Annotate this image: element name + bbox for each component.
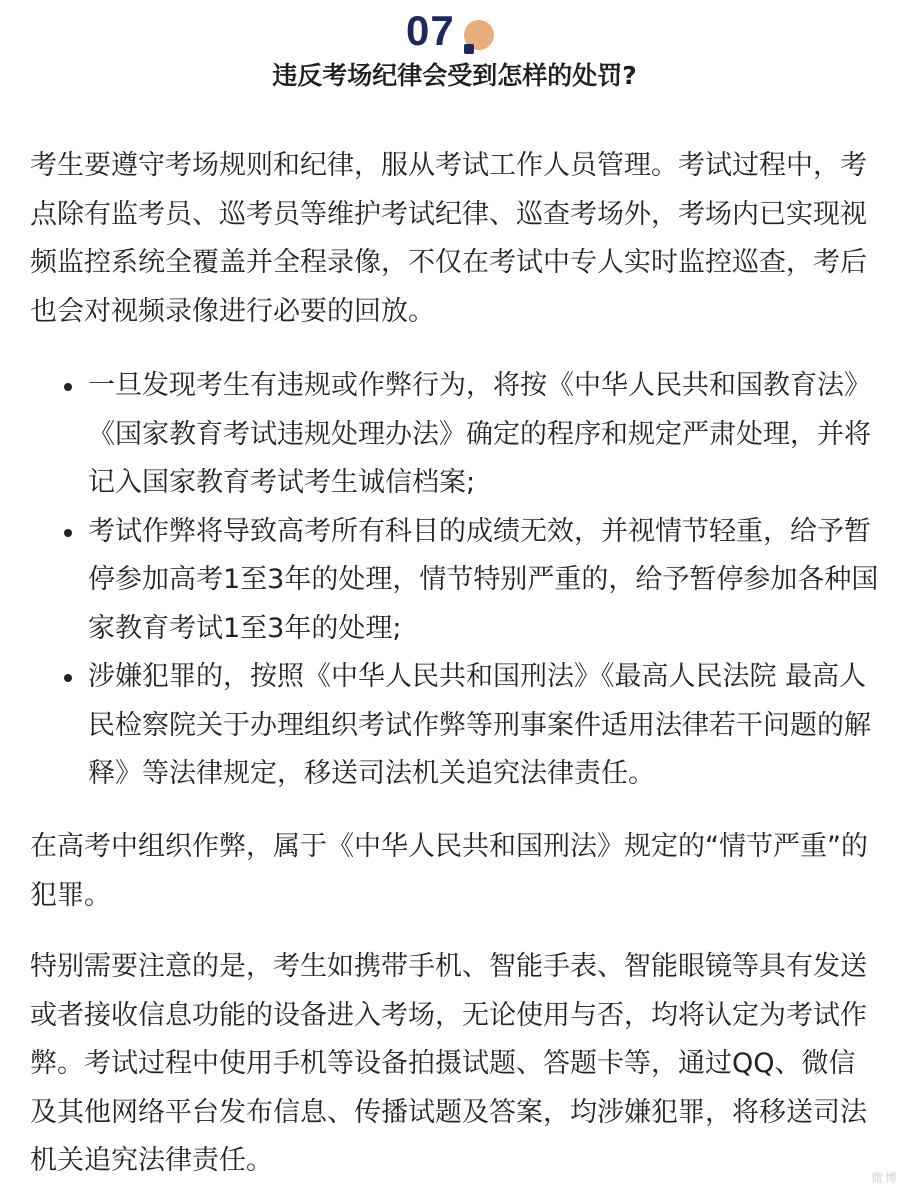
list-item-text: 考试作弊将导致高考所有科目的成绩无效，并视情节轻重，给予暂停参加高考1至3年的处理，情节特别严重的，给予暂停参加各种国家教育考试1至3年的处理; — [88, 515, 879, 644]
section-number: 07 — [406, 7, 455, 54]
bullet-icon — [64, 383, 72, 391]
devices-note-text: 特别需要注意的是，考生如携带手机、智能手表、智能眼镜等具有发送或者接收信息功能的设备进入考场，无论使用与否，均将认定为考试作弊。考试过程中使用手机等设备拍摄试题、答题卡等，通过QQ、微信及其他网络平台发布信息、传播试题及答案，均涉嫌犯罪，将移送司法机关追究法律责任。 — [30, 951, 867, 1176]
intro-text: 考生要遵守考场规则和纪律，服从考试工作人员管理。考试过程中，考点除有监考员、巡考员等维护考试纪律、巡查考场外，考场内已实现视频监控系统全覆盖并全程录像，不仅在考试中专人实时监控巡查，考后也会对视频录像进行必要的回放。 — [30, 150, 867, 327]
section-number-badge — [0, 8, 909, 56]
list-item-text: 一旦发现考生有违规或作弊行为，将按《中华人民共和国教育法》《国家教育考试违规处理办法》确定的程序和规定严肃处理，并将记入国家教育考试考生诚信档案; — [88, 370, 871, 498]
accent-square-icon — [464, 44, 474, 54]
list-item — [30, 653, 880, 799]
intro-paragraph — [30, 142, 880, 336]
bullet-icon — [64, 529, 72, 537]
bullet-icon — [64, 674, 72, 682]
list-item-text: 涉嫌犯罪的，按照《中华人民共和国刑法》《最高人民法院 最高人民检察院关于办理组织考试作弊等刑事案件适用法律若干问题的解释》等法律规定，移送司法机关追究法律责任。 — [88, 661, 871, 789]
organized-cheating-paragraph — [30, 823, 880, 920]
list-item — [30, 508, 880, 654]
organized-cheating-text: 在高考中组织作弊，属于《中华人民共和国刑法》规定的“情节严重”的犯罪。 — [30, 831, 868, 911]
penalty-list — [30, 362, 880, 799]
list-item — [30, 362, 880, 508]
section-title: 违反考场纪律会受到怎样的处罚? — [272, 61, 637, 90]
devices-note-paragraph — [30, 943, 880, 1186]
watermark: 微博 — [870, 1171, 899, 1185]
